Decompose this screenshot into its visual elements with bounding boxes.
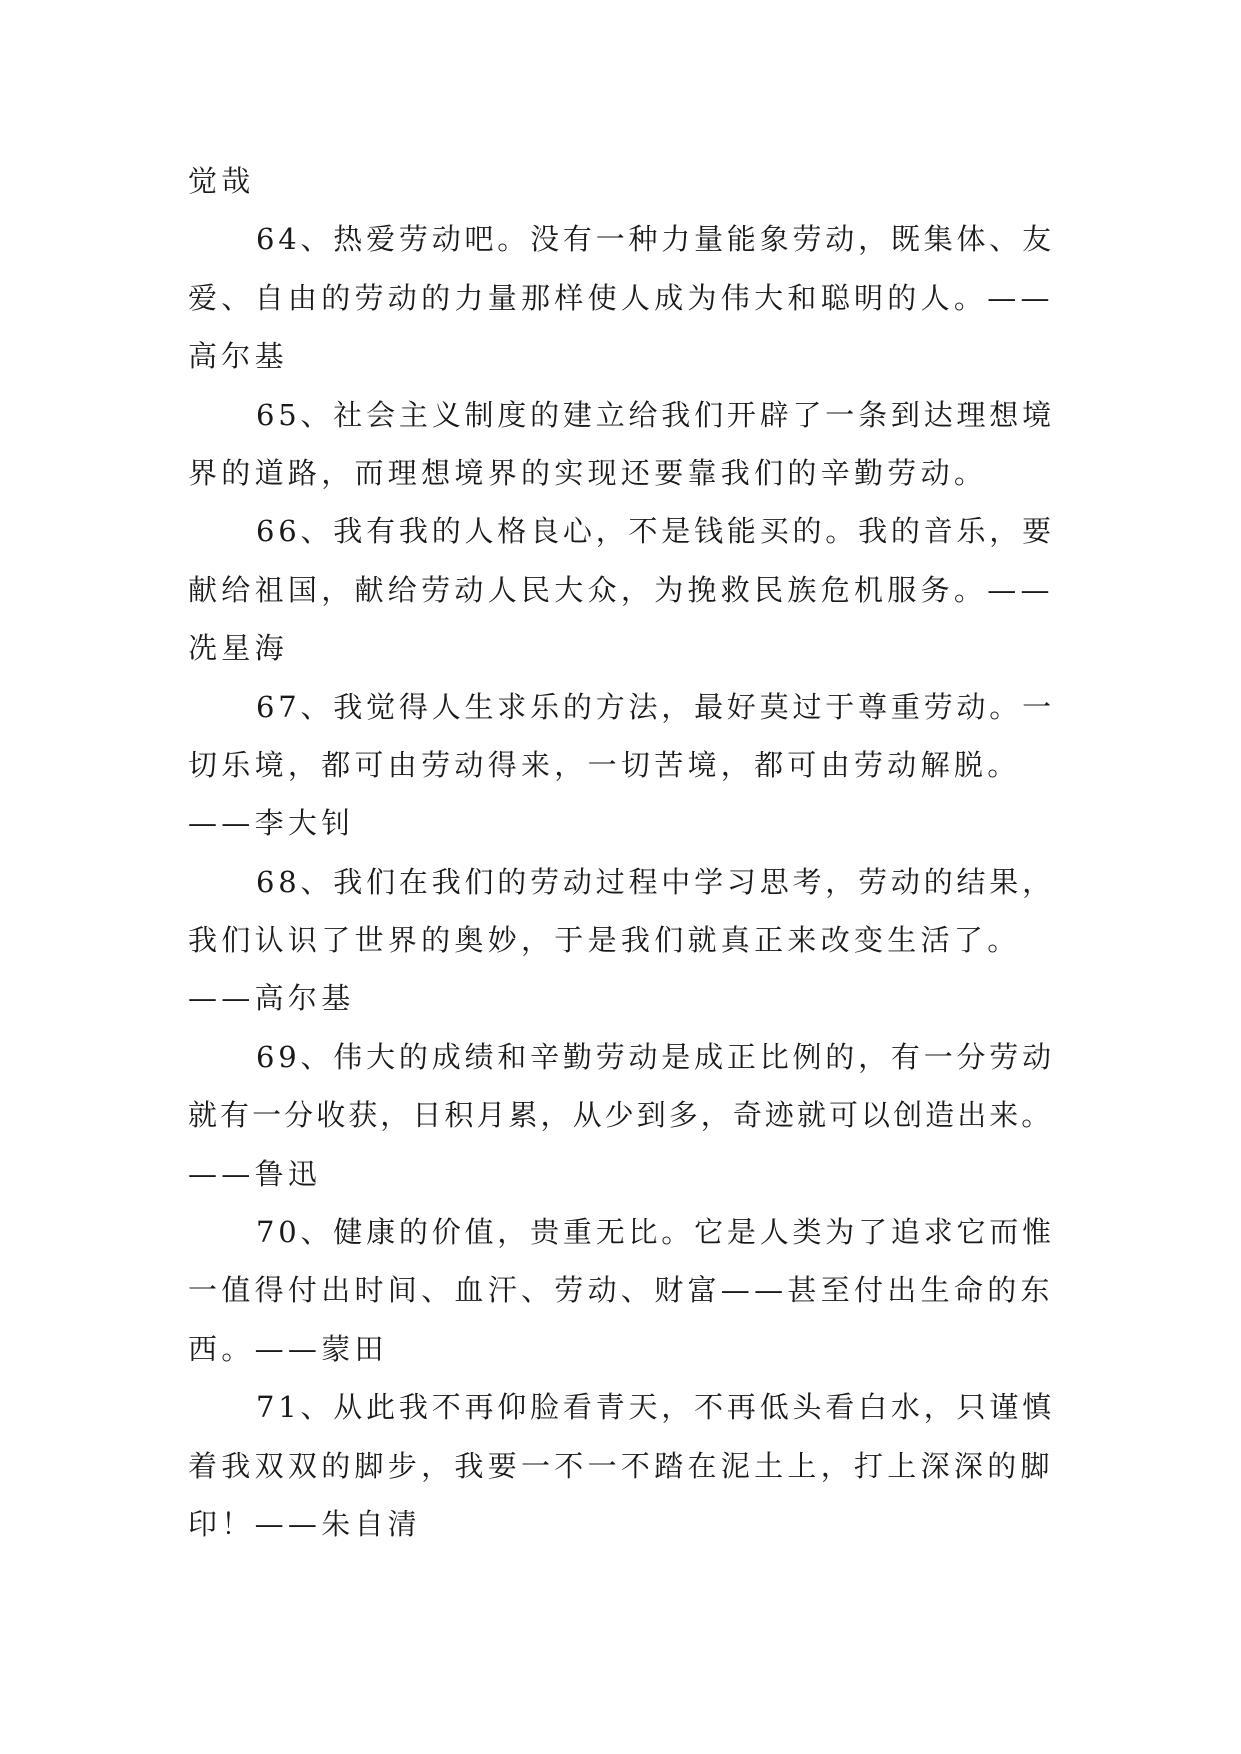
- quote-66-line-1: 66、我有我的人格良心，不是钱能买的。我的音乐，要: [256, 514, 1055, 549]
- quote-66-author: 冼星海: [188, 631, 288, 666]
- quote-66-line-2: 献给祖国，献给劳动人民大众，为挽救民族危机服务。——: [188, 572, 1054, 607]
- quote-70-line-1: 70、健康的价值，贵重无比。它是人类为了追求它而惟: [256, 1215, 1055, 1250]
- quote-71-line-2: 着我双双的脚步，我要一不一不踏在泥土上，打上深深的脚: [188, 1448, 1054, 1483]
- text-line: 觉哉: [188, 164, 255, 198]
- quote-64-author: 高尔基: [188, 339, 288, 374]
- quote-69-line-1: 69、伟大的成绩和辛勤劳动是成正比例的，有一分劳动: [256, 1039, 1055, 1074]
- quote-65-line-1: 65、社会主义制度的建立给我们开辟了一条到达理想境: [256, 397, 1055, 432]
- quote-67-author: ——李大钊: [188, 806, 355, 841]
- quote-67-line-1: 67、我觉得人生求乐的方法，最好莫过于尊重劳动。一: [256, 689, 1055, 724]
- quote-65-line-2: 界的道路，而理想境界的实现还要靠我们的辛勤劳动。: [188, 455, 988, 490]
- quote-69-line-2: 就有一分收获，日积月累，从少到多，奇迹就可以创造出来。: [188, 1098, 1054, 1133]
- quote-67-line-2: 切乐境，都可由劳动得来，一切苦境，都可由劳动解脱。: [188, 747, 1021, 782]
- quote-70-line-2: 一值得付出时间、血汗、劳动、财富——甚至付出生命的东: [188, 1273, 1054, 1308]
- quote-68-author: ——高尔基: [188, 981, 355, 1016]
- quote-71-line-3: 印！——朱自清: [188, 1506, 422, 1541]
- quote-68-line-1: 68、我们在我们的劳动过程中学习思考，劳动的结果，: [256, 864, 1055, 899]
- document-body: [188, 152, 1058, 1553]
- quote-71-line-1: 71、从此我不再仰脸看青天，不再低头看白水，只谨慎: [256, 1390, 1055, 1425]
- quote-68-line-2: 我们认识了世界的奥妙，于是我们就真正来改变生活了。: [188, 923, 1021, 958]
- quote-64-line-1: 64、热爱劳动吧。没有一种力量能象劳动，既集体、友: [256, 222, 1055, 257]
- quote-64-line-2: 爱、自由的劳动的力量那样使人成为伟大和聪明的人。——: [188, 280, 1054, 315]
- quote-70-line-3: 西。——蒙田: [188, 1331, 388, 1366]
- quote-69-author: ——鲁迅: [188, 1156, 322, 1191]
